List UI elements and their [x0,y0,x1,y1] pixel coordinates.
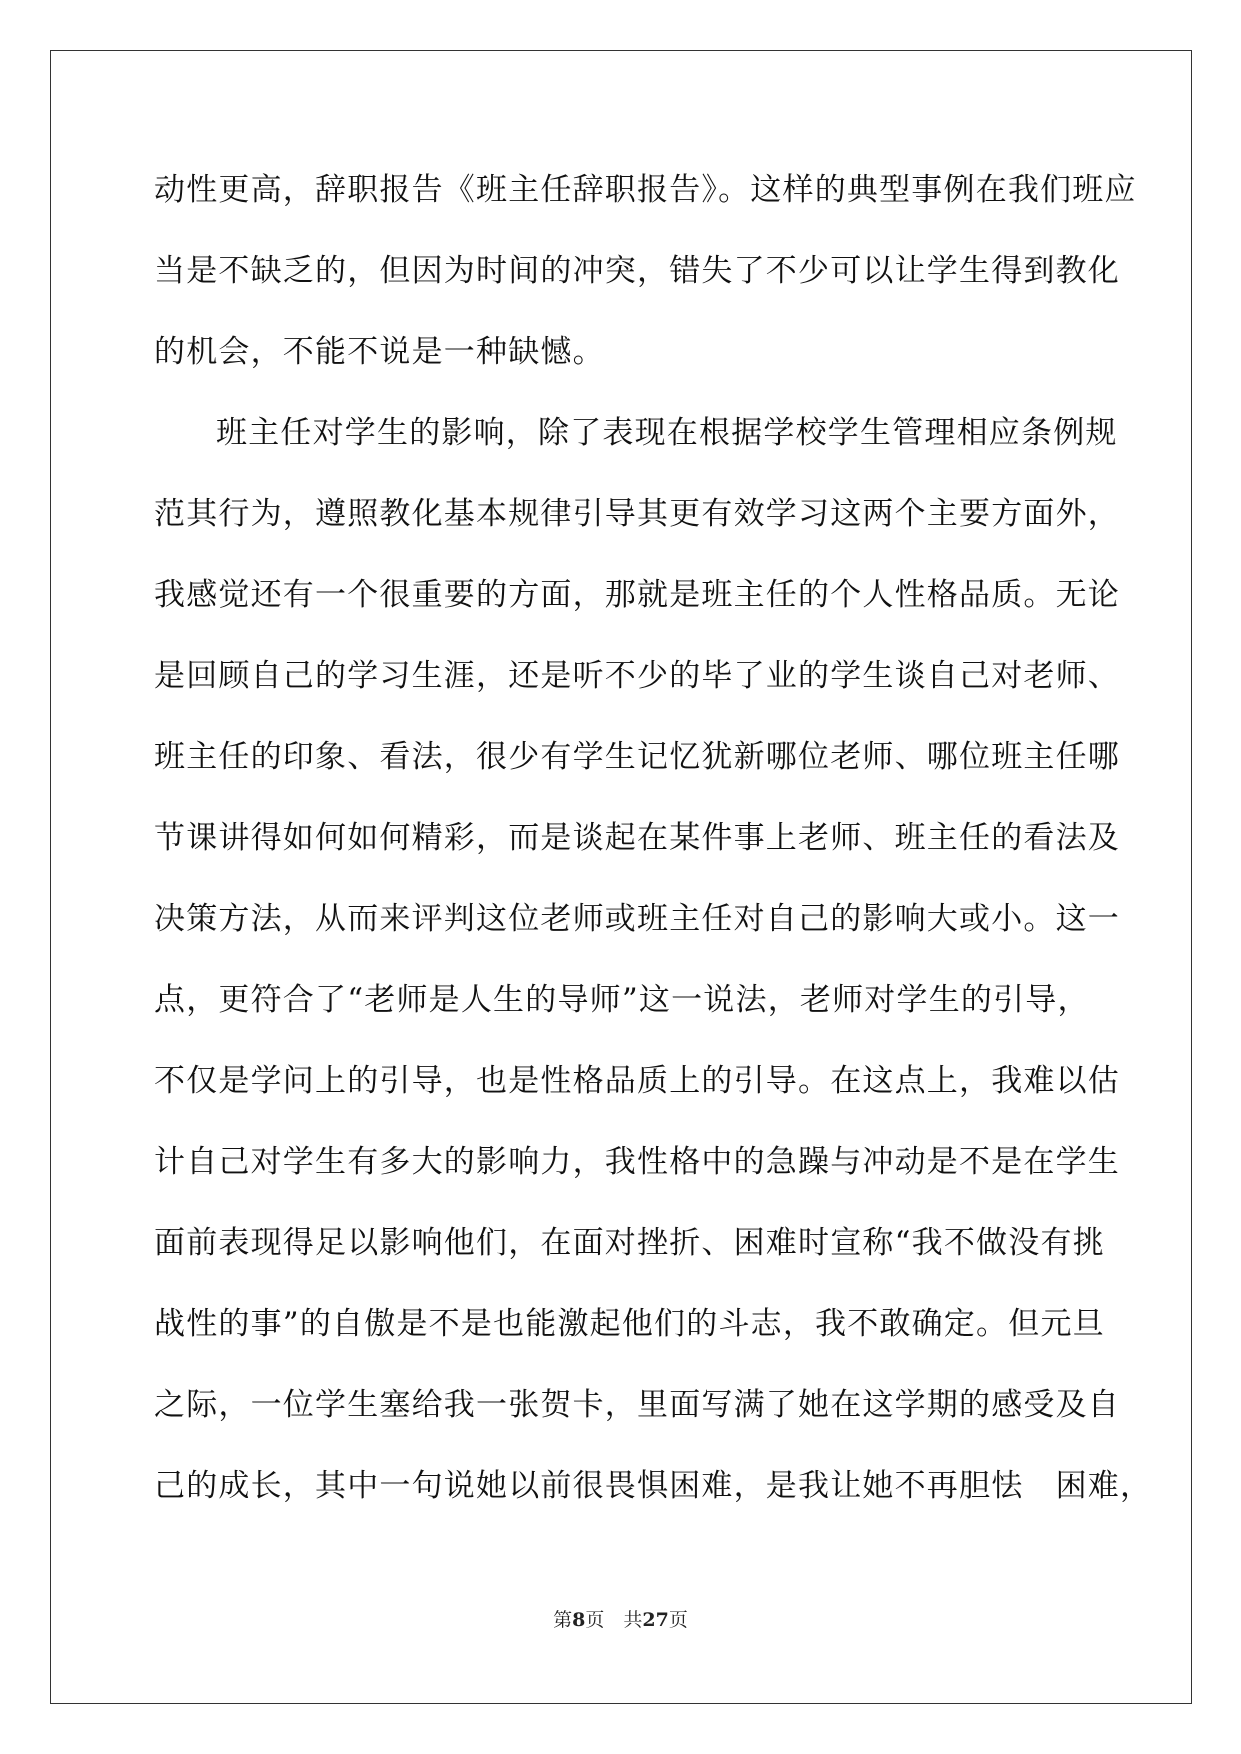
text-line: 面前表现得足以影响他们，在面对挫折、困难时宣称“我不做没有挑 [154,1225,1105,1261]
text-line: 当是不缺乏的，但因为时间的冲突，错失了不少可以让学生得到教化 [154,253,1120,289]
footer-prefix: 第 [553,1609,573,1631]
text-line: 点，更符合了“老师是人生的导师”这一说法，老师对学生的引导， [154,982,1090,1018]
text-line: 是回顾自己的学习生涯，还是听不少的毕了业的学生谈自己对老师、 [154,658,1120,694]
text-line: 的机会，不能不说是一种缺憾。 [154,334,605,370]
footer-mid: 页 共 [585,1609,643,1631]
text-line: 范其行为，遵照教化基本规律引导其更有效学习这两个主要方面外， [154,496,1120,532]
document-body [154,160,1153,1537]
text-line: 之际，一位学生塞给我一张贺卡，里面写满了她在这学期的感受及自 [154,1387,1120,1423]
text-line: 不仅是学问上的引导，也是性格品质上的引导。在这点上，我难以估 [154,1063,1120,1099]
text-line: 班主任的印象、看法，很少有学生记忆犹新哪位老师、哪位班主任哪 [154,739,1120,775]
text-line: 动性更高，辞职报告《班主任辞职报告》。这样的典型事例在我们班应 [154,172,1137,208]
footer-suffix: 页 [668,1609,688,1631]
text-line: 我感觉还有一个很重要的方面，那就是班主任的个人性格品质。无论 [154,577,1120,613]
current-page-number: 8 [572,1609,586,1631]
text-line: 决策方法，从而来评判这位老师或班主任对自己的影响大或小。这一 [154,901,1120,937]
paragraph-start-line: 班主任对学生的影响，除了表现在根据学校学生管理相应条例规 [216,415,1118,451]
text-line: 战性的事”的自傲是不是也能激起他们的斗志，我不敢确定。但元旦 [154,1306,1105,1342]
total-page-number: 27 [642,1609,669,1631]
text-line: 己的成长，其中一句说她以前很畏惧困难，是我让她不再胆怯 困难， [154,1468,1153,1504]
page-footer [0,1605,1241,1632]
text-line: 节课讲得如何如何精彩，而是谈起在某件事上老师、班主任的看法及 [154,820,1120,856]
text-line: 计自己对学生有多大的影响力，我性格中的急躁与冲动是不是在学生 [154,1144,1120,1180]
